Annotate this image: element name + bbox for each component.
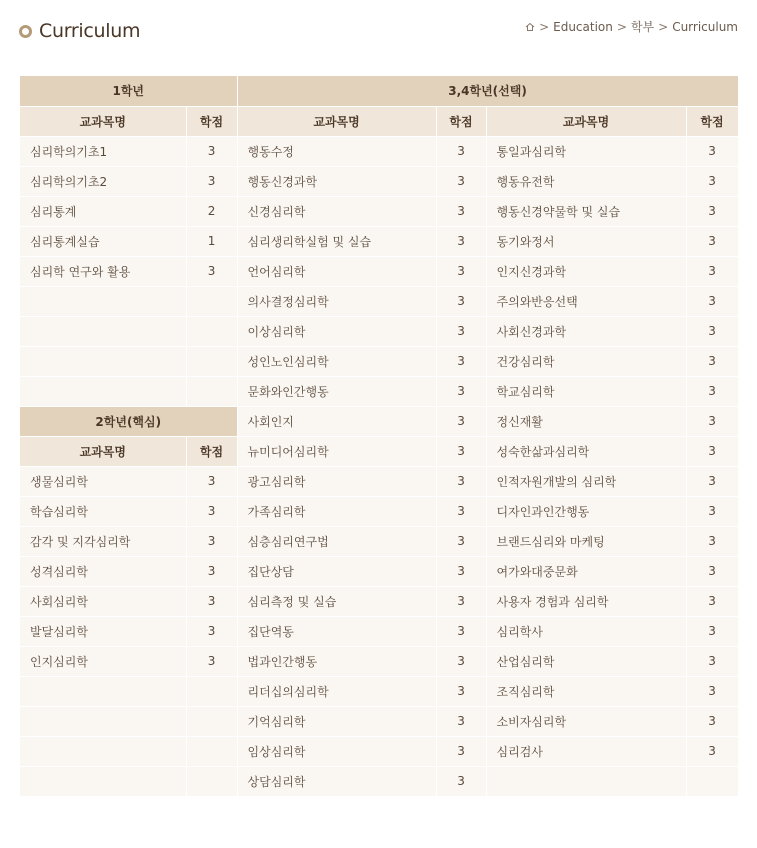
empty-cell xyxy=(20,316,186,346)
course-name: 브랜드심리와 마케팅 xyxy=(486,526,686,556)
course-name: 심리학 연구와 활용 xyxy=(20,256,186,286)
course-credit: 3 xyxy=(186,646,237,676)
course-name: 감각 및 지각심리학 xyxy=(20,526,186,556)
course-credit: 3 xyxy=(436,466,486,496)
table-row xyxy=(20,166,738,196)
course-credit: 3 xyxy=(436,496,486,526)
course-name: 인적자원개발의 심리학 xyxy=(486,466,686,496)
course-name: 심리학의기초2 xyxy=(20,166,186,196)
course-name: 사회인지 xyxy=(237,406,436,436)
table-row xyxy=(20,646,738,676)
empty-cell xyxy=(20,676,186,706)
empty-cell xyxy=(20,376,186,406)
course-name: 집단상담 xyxy=(237,556,436,586)
course-name: 뉴미디어심리학 xyxy=(237,436,436,466)
empty-cell xyxy=(186,316,237,346)
home-icon[interactable] xyxy=(525,22,535,32)
course-name: 산업심리학 xyxy=(486,646,686,676)
page-title-wrap xyxy=(19,18,140,44)
course-credit: 3 xyxy=(686,646,738,676)
breadcrumb xyxy=(525,18,738,35)
breadcrumb-item-undergrad[interactable]: 학부 xyxy=(630,20,655,34)
course-name: 광고심리학 xyxy=(237,466,436,496)
course-credit: 3 xyxy=(686,736,738,766)
empty-cell xyxy=(186,706,237,736)
empty-cell xyxy=(20,736,186,766)
table-row xyxy=(20,586,738,616)
course-name: 집단역동 xyxy=(237,616,436,646)
empty-cell xyxy=(20,766,186,796)
table-row xyxy=(20,136,738,166)
course-credit: 3 xyxy=(436,766,486,796)
empty-cell xyxy=(20,286,186,316)
course-credit: 3 xyxy=(186,556,237,586)
course-credit: 3 xyxy=(686,436,738,466)
course-credit: 3 xyxy=(686,706,738,736)
course-name: 디자인과인간행동 xyxy=(486,496,686,526)
course-name: 성인노인심리학 xyxy=(237,346,436,376)
course-name: 건강심리학 xyxy=(486,346,686,376)
course-name: 기억심리학 xyxy=(237,706,436,736)
course-credit: 3 xyxy=(686,556,738,586)
table-row xyxy=(20,616,738,646)
credit-column-header: 학점 xyxy=(186,436,237,466)
course-name: 동기와정서 xyxy=(486,226,686,256)
table-row xyxy=(20,436,738,466)
page-title: Curriculum xyxy=(39,20,141,42)
empty-cell xyxy=(186,736,237,766)
table-row xyxy=(20,556,738,586)
empty-cell xyxy=(20,346,186,376)
year34-group-header: 3,4학년(선택) xyxy=(237,76,738,106)
course-credit: 3 xyxy=(686,376,738,406)
course-name: 주의와반응선택 xyxy=(486,286,686,316)
empty-cell xyxy=(186,676,237,706)
course-credit: 3 xyxy=(436,166,486,196)
course-credit: 3 xyxy=(186,136,237,166)
course-credit: 3 xyxy=(686,676,738,706)
table-row xyxy=(20,766,738,796)
table-row xyxy=(20,736,738,766)
course-name: 신경심리학 xyxy=(237,196,436,226)
table-row xyxy=(20,466,738,496)
table-row xyxy=(20,346,738,376)
course-credit: 3 xyxy=(436,376,486,406)
course-name: 행동유전학 xyxy=(486,166,686,196)
course-name xyxy=(486,766,686,796)
table-row xyxy=(20,496,738,526)
course-credit: 3 xyxy=(686,286,738,316)
course-name: 인지신경과학 xyxy=(486,256,686,286)
course-name: 법과인간행동 xyxy=(237,646,436,676)
table-row xyxy=(20,316,738,346)
course-credit: 3 xyxy=(686,316,738,346)
course-credit: 3 xyxy=(436,586,486,616)
course-name: 정신재활 xyxy=(486,406,686,436)
course-credit: 3 xyxy=(186,616,237,646)
course-credit: 3 xyxy=(436,706,486,736)
course-name: 이상심리학 xyxy=(237,316,436,346)
breadcrumb-item-curriculum[interactable]: Curriculum xyxy=(672,19,738,34)
course-name: 심리생리학실험 및 실습 xyxy=(237,226,436,256)
course-name: 성숙한삶과심리학 xyxy=(486,436,686,466)
course-name: 문화와인간행동 xyxy=(237,376,436,406)
course-name: 여가와대중문화 xyxy=(486,556,686,586)
course-credit: 3 xyxy=(436,616,486,646)
course-name: 언어심리학 xyxy=(237,256,436,286)
course-credit: 3 xyxy=(436,676,486,706)
course-name: 통일과심리학 xyxy=(486,136,686,166)
year1-group-header: 1학년 xyxy=(20,76,237,106)
course-name: 소비자심리학 xyxy=(486,706,686,736)
course-credit: 3 xyxy=(186,586,237,616)
course-name: 사용자 경험과 심리학 xyxy=(486,586,686,616)
course-credit: 3 xyxy=(686,256,738,286)
empty-cell xyxy=(20,706,186,736)
course-name: 행동수정 xyxy=(237,136,436,166)
table-row xyxy=(20,376,738,406)
chevron-right-icon: > xyxy=(658,19,669,34)
course-name: 사회심리학 xyxy=(20,586,186,616)
course-name: 사회신경과학 xyxy=(486,316,686,346)
credit-column-header: 학점 xyxy=(436,106,486,136)
course-credit: 3 xyxy=(686,406,738,436)
course-credit: 3 xyxy=(686,616,738,646)
course-credit: 3 xyxy=(686,586,738,616)
course-credit: 3 xyxy=(686,166,738,196)
course-credit: 3 xyxy=(436,646,486,676)
course-credit: 3 xyxy=(686,466,738,496)
course-name: 학교심리학 xyxy=(486,376,686,406)
course-name: 의사결정심리학 xyxy=(237,286,436,316)
credit-column-header: 학점 xyxy=(686,106,738,136)
circle-bullet-icon xyxy=(19,25,32,38)
course-credit: 3 xyxy=(686,196,738,226)
course-name: 상담심리학 xyxy=(237,766,436,796)
course-credit: 3 xyxy=(186,466,237,496)
course-credit xyxy=(686,766,738,796)
course-name: 심층심리연구법 xyxy=(237,526,436,556)
group-header-row xyxy=(20,76,738,106)
course-credit: 3 xyxy=(436,316,486,346)
table-row xyxy=(20,406,738,436)
course-credit: 3 xyxy=(686,346,738,376)
course-credit: 3 xyxy=(186,256,237,286)
table-row xyxy=(20,256,738,286)
curriculum-table xyxy=(20,76,739,797)
table-row xyxy=(20,226,738,256)
course-credit: 3 xyxy=(436,436,486,466)
course-name: 조직심리학 xyxy=(486,676,686,706)
course-credit: 3 xyxy=(686,496,738,526)
table-row xyxy=(20,196,738,226)
course-credit: 3 xyxy=(186,496,237,526)
course-credit: 2 xyxy=(186,196,237,226)
empty-cell xyxy=(186,286,237,316)
course-name: 심리학의기초1 xyxy=(20,136,186,166)
course-credit: 3 xyxy=(436,286,486,316)
empty-cell xyxy=(186,376,237,406)
course-name: 생물심리학 xyxy=(20,466,186,496)
course-credit: 3 xyxy=(686,136,738,166)
breadcrumb-item-education[interactable]: Education xyxy=(553,19,613,34)
course-credit: 3 xyxy=(186,526,237,556)
course-name: 심리학사 xyxy=(486,616,686,646)
credit-column-header: 학점 xyxy=(186,106,237,136)
sub-header-row xyxy=(20,106,738,136)
year2-group-header: 2학년(핵심) xyxy=(20,406,237,436)
course-name: 심리통계실습 xyxy=(20,226,186,256)
course-name: 발달심리학 xyxy=(20,616,186,646)
course-name: 학습심리학 xyxy=(20,496,186,526)
table-row xyxy=(20,286,738,316)
chevron-right-icon: > xyxy=(616,19,627,34)
course-name: 행동신경약물학 및 실습 xyxy=(486,196,686,226)
course-name: 심리측정 및 실습 xyxy=(237,586,436,616)
course-credit: 3 xyxy=(436,196,486,226)
table-row xyxy=(20,526,738,556)
course-name: 심리검사 xyxy=(486,736,686,766)
course-credit: 3 xyxy=(436,406,486,436)
course-credit: 3 xyxy=(186,166,237,196)
course-credit: 3 xyxy=(436,256,486,286)
course-credit: 3 xyxy=(436,736,486,766)
course-name: 임상심리학 xyxy=(237,736,436,766)
course-credit: 3 xyxy=(436,136,486,166)
empty-cell xyxy=(186,766,237,796)
course-name: 성격심리학 xyxy=(20,556,186,586)
course-column-header: 교과목명 xyxy=(20,106,186,136)
course-name: 가족심리학 xyxy=(237,496,436,526)
course-name: 인지심리학 xyxy=(20,646,186,676)
course-credit: 3 xyxy=(436,346,486,376)
course-credit: 3 xyxy=(436,526,486,556)
course-name: 행동신경과학 xyxy=(237,166,436,196)
course-credit: 1 xyxy=(186,226,237,256)
empty-cell xyxy=(186,346,237,376)
course-column-header: 교과목명 xyxy=(486,106,686,136)
course-name: 리더십의심리학 xyxy=(237,676,436,706)
course-credit: 3 xyxy=(436,556,486,586)
course-column-header: 교과목명 xyxy=(20,436,186,466)
course-credit: 3 xyxy=(686,226,738,256)
course-credit: 3 xyxy=(686,526,738,556)
course-credit: 3 xyxy=(436,226,486,256)
chevron-right-icon: > xyxy=(539,19,550,34)
table-row xyxy=(20,676,738,706)
course-name: 심리통계 xyxy=(20,196,186,226)
course-column-header: 교과목명 xyxy=(237,106,436,136)
table-row xyxy=(20,706,738,736)
